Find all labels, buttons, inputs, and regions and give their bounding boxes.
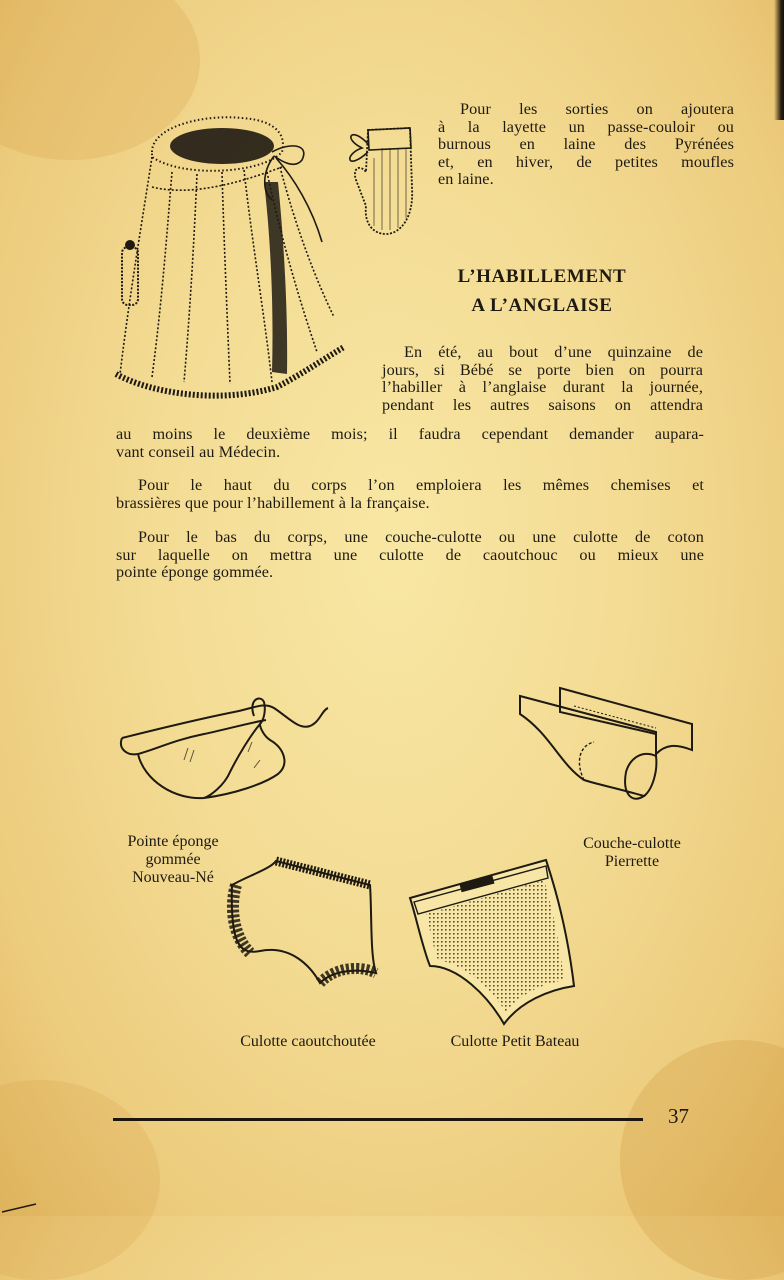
mitten-bow <box>350 135 368 161</box>
mitten-cuff <box>368 128 411 150</box>
cape-right-edge <box>280 167 334 317</box>
mitten-body <box>355 128 412 234</box>
text-line: en laine. <box>438 170 494 189</box>
text-line: et, en hiver, de petites moufles <box>438 152 734 171</box>
cape-fur-hem <box>116 347 344 396</box>
couche-front-panel <box>520 696 656 799</box>
paragraph-haut-du-corps <box>116 477 704 512</box>
paragraph-ete-continued <box>116 426 704 461</box>
culotte-body <box>232 861 376 983</box>
text-line: pendant les autres saisons on attendra <box>382 395 703 414</box>
burnous-illustration <box>112 112 362 412</box>
footer-rule <box>113 1118 643 1121</box>
text-line: sur laquelle on mettra une culotte de caoutchouc ou mieux une <box>116 545 704 564</box>
pointe-loop <box>252 698 264 724</box>
text-line: vant conseil au Médecin. <box>116 442 281 461</box>
pointe-tie-strap <box>122 705 328 738</box>
text-line: Pour les sorties on ajoutera <box>460 100 734 118</box>
page-edge-shadow <box>774 0 784 120</box>
paragraph-bas-du-corps <box>116 529 704 582</box>
caption-culotte-petit-bateau: Culotte Petit Bateau <box>450 1033 580 1050</box>
paper-stain <box>620 1040 784 1280</box>
text-line: l’habiller à l’anglaise durant la journée, <box>382 378 703 397</box>
pointe-eponge-illustration <box>114 690 334 805</box>
heading-line: L’HABILLEMENT <box>457 266 627 287</box>
page-number: 37 <box>668 1104 689 1128</box>
paragraph-ete <box>382 344 703 414</box>
text-line: Pour le haut du corps l’on emploiera les mêmes chemises et <box>138 476 704 494</box>
culotte-leg-ruffle-right <box>320 968 376 983</box>
couche-back-panel <box>560 688 692 754</box>
pointe-body <box>138 724 284 798</box>
corner-scratch <box>0 1196 40 1216</box>
text-line: jours, si Bébé se porte bien on pourra <box>382 360 703 379</box>
caption-culotte-caoutchoutee: Culotte caoutchoutée <box>240 1033 376 1050</box>
text-line: à la layette un passe-couloir ou <box>438 117 734 136</box>
couche-culotte-illustration <box>516 684 698 804</box>
caption-line: Nouveau-Né <box>132 869 214 886</box>
culotte-caoutchoutee-illustration <box>220 855 400 1005</box>
culotte-petit-bateau-illustration <box>408 856 590 1028</box>
text-line: burnous en laine des Pyrénées <box>438 135 734 154</box>
paper-stain <box>0 1080 160 1280</box>
text-line: pointe éponge gommée. <box>116 563 274 582</box>
caption-line: Couche-culotte <box>583 835 681 852</box>
intro-paragraph <box>438 101 734 189</box>
culotte-leg-ruffle-left <box>233 885 250 953</box>
mitten-illustration <box>338 118 428 238</box>
caption-line: Pierrette <box>604 853 660 870</box>
cape-left-edge <box>120 157 152 374</box>
section-heading <box>400 262 684 320</box>
text-line: En été, au bout d’une quinzaine de <box>404 343 703 361</box>
caption-line: gommée <box>145 851 201 868</box>
text-line: au moins le deuxième mois; il faudra cependant demander aupara- <box>116 425 704 443</box>
text-line: Pour le bas du corps, une couche-culotte ou une culotte de coton <box>138 528 704 546</box>
text-line: brassières que pour l’habillement à la française. <box>116 493 430 512</box>
heading-line: A L’ANGLAISE <box>471 295 613 316</box>
caption-line: Pointe éponge <box>127 833 219 850</box>
cape-hood-opening <box>170 128 274 164</box>
